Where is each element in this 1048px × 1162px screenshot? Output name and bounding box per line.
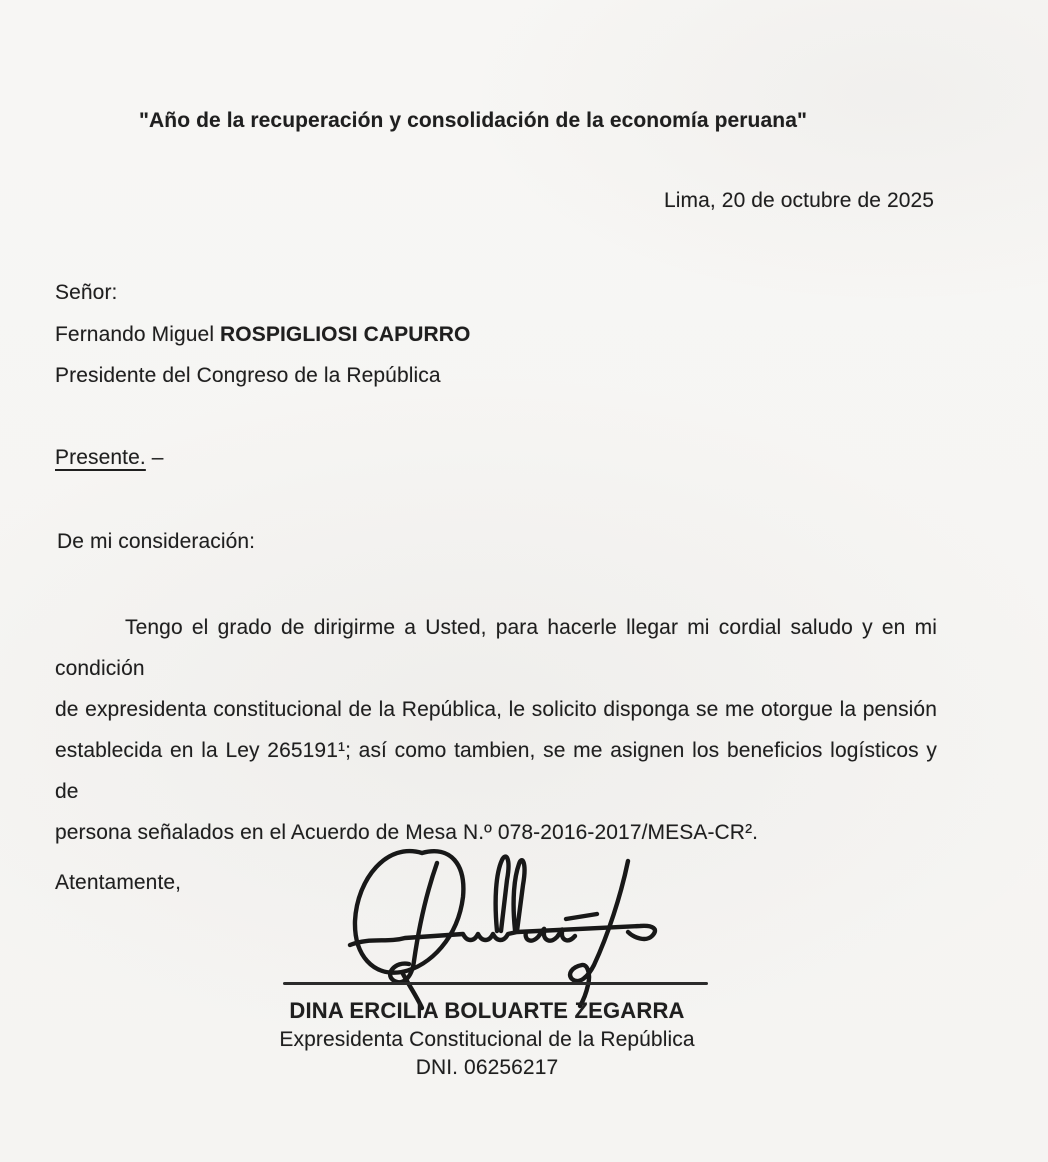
signer-title: Expresidenta Constitucional de la República xyxy=(279,1028,695,1051)
body-line: de expresidenta constitucional de la República, le solicito disponga se me otorgue la pensión xyxy=(55,698,937,721)
signer-dni: DNI. 06256217 xyxy=(415,1056,559,1079)
body-line: persona señalados en el Acuerdo de Mesa N.º 078-2016-2017/MESA-CR². xyxy=(55,821,759,844)
presente-line xyxy=(55,445,164,471)
recipient-salutation: Señor: xyxy=(55,281,118,304)
handwritten-signature-icon xyxy=(325,833,735,1013)
recipient-name xyxy=(55,322,470,348)
recipient-given-names: Fernando Miguel xyxy=(55,323,221,346)
body-paragraph xyxy=(55,607,937,853)
body-line: Tengo el grado de dirigirme a Usted, para hacerle llegar mi cordial saludo y en mi condición xyxy=(55,616,937,680)
year-quote-header: "Año de la recuperación y consolidación de la economía peruana" xyxy=(138,109,808,132)
presente-underlined-text: Presente. xyxy=(55,446,146,469)
date-line: Lima, 20 de octubre de 2025 xyxy=(664,189,935,212)
signature-rule xyxy=(283,982,708,985)
presente-dash: – xyxy=(145,446,164,469)
recipient-surnames: ROSPIGLIOSI CAPURRO xyxy=(220,323,471,346)
recipient-position: Presidente del Congreso de la República xyxy=(55,364,441,387)
body-line: establecida en la Ley 265191¹; así como tambien, se me asignen los beneficios logísticos y de xyxy=(55,739,937,803)
closing-line: Atentamente, xyxy=(55,871,182,894)
signer-name: DINA ERCILIA BOLUARTE ZEGARRA xyxy=(289,998,685,1023)
greeting-line: De mi consideración: xyxy=(57,530,256,553)
